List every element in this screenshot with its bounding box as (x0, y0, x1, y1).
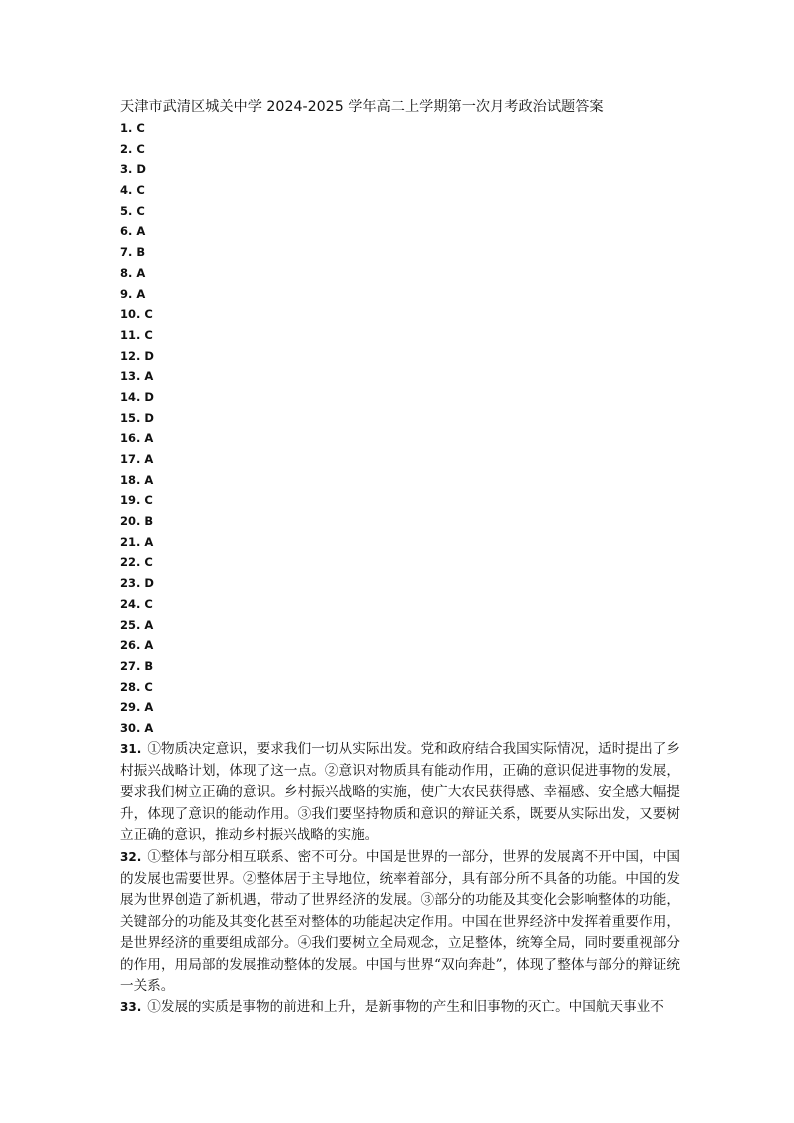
answer-item: 4. C (120, 183, 145, 198)
answer-item: 13. A (120, 369, 154, 384)
answer-item: 30. A (120, 720, 154, 735)
essay-answer-31 (120, 739, 680, 847)
answer-item: 20. B (120, 514, 154, 529)
answer-item: 22. C (120, 555, 153, 570)
essay-text: ①发展的实质是事物的前进和上升，是新事物的产生和旧事物的灭亡。中国航天事业不 (147, 999, 664, 1015)
essay-answer-33 (120, 997, 680, 1019)
answer-item: 8. A (120, 265, 146, 280)
answer-item: 18. A (120, 472, 154, 487)
answer-item: 9. A (120, 286, 146, 301)
answer-item: 2. C (120, 141, 145, 156)
essay-number: 33. (120, 1000, 142, 1014)
answer-item: 11. C (120, 327, 153, 342)
answer-item: 17. A (120, 452, 154, 466)
answer-item: 6. A (120, 224, 146, 239)
answer-item: 26. A (120, 638, 154, 653)
answer-item: 1. C (120, 121, 145, 135)
answer-item: 28. C (120, 679, 153, 694)
essay-text: ①整体与部分相互联系、密不可分。中国是世界的一部分，世界的发展离不开中国，中国的发展也需要世界。②整体居于主导地位，统率着部分，具有部分所不具备的功能。中国的发展为世界创造了新机遇，带动了世界经济的发展。③部分的功能及其变化会影响整体的功能，关键部分的功能及其变化甚至对整体的功能起决定作用。中国在世界经济中发挥着重要作用，是世界经济的重要组成部分。④我们要树立全局观念，立足整体，统筹全局，同时要重视部分的作用，用局部的发展推动整体的发展。中国与世界“双向奔赴”，体现了整体与部分的辩证统一关系。 (120, 849, 680, 994)
answer-list (120, 118, 154, 739)
answer-item: 19. C (120, 493, 153, 508)
answer-item: 29. A (120, 700, 154, 715)
essay-text: ①物质决定意识，要求我们一切从实际出发。党和政府结合我国实际情况，适时提出了乡村振兴战略计划，体现了这一点。②意识对物质具有能动作用，正确的意识促进事物的发展，要求我们树立正确的意识。乡村振兴战略的实施，使广大农民获得感、幸福感、安全感大幅提升，体现了意识的能动作用。③我们要坚持物质和意识的辩证关系，既要从实际出发，又要树立正确的意识，推动乡村振兴战略的实施。 (120, 741, 680, 843)
answer-item: 5. C (120, 203, 145, 218)
answer-item: 16. A (120, 431, 154, 446)
answer-item: 25. A (120, 617, 154, 632)
answer-item: 12. D (120, 348, 154, 363)
document-title: 天津市武清区城关中学 2024-2025 学年高二上学期第一次月考政治试题答案 (120, 99, 604, 115)
answer-item: 10. C (120, 307, 153, 322)
answer-item: 27. B (120, 658, 154, 673)
answer-item: 14. D (120, 389, 154, 404)
answer-item: 7. B (120, 245, 146, 260)
answer-item: 23. D (120, 576, 154, 591)
answer-item: 24. C (120, 596, 153, 611)
answer-item: 15. D (120, 410, 154, 425)
answer-item: 21. A (120, 534, 154, 549)
essay-answer-32 (120, 847, 680, 998)
answer-item: 3. D (120, 162, 146, 177)
essay-number: 31. (120, 742, 142, 756)
essay-number: 32. (120, 850, 142, 864)
